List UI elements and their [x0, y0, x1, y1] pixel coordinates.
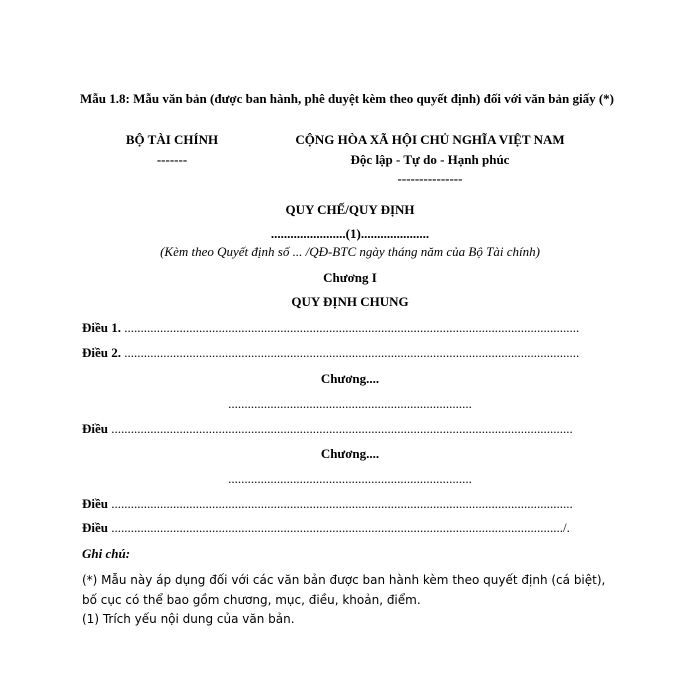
chapter-2-article-label: Điều [82, 421, 108, 436]
national-motto: Độc lập - Tự do - Hạnh phúc [350, 152, 510, 167]
document-type-title: QUY CHẾ/QUY ĐỊNH [285, 202, 415, 217]
chapter-3-name-dots: ........................................................................... [228, 471, 472, 486]
chapter-2-article-line [82, 421, 573, 437]
chapter-3-article-b-line [82, 520, 570, 536]
article-2-label: Điều 2. [82, 345, 121, 360]
motto-dash: --------------- [397, 171, 463, 186]
notes-title: Ghi chú: [82, 546, 131, 561]
article-1-dots: ............................................................................................................................................ [121, 320, 580, 335]
chapter-3-article-b-label: Điều [82, 520, 108, 535]
ministry-name: BỘ TÀI CHÍNH [125, 132, 219, 147]
chapter-3-article-a-line [82, 496, 573, 512]
ministry-dash: ------- [156, 152, 188, 167]
note-star: (*) Mẫu này áp dụng đối với các văn bản được ban hành kèm theo quyết định (cá biệt), bố cục có thể bao gồm chương, mục, điều, khoản, điểm. [82, 573, 606, 607]
chapter-3-label: Chương.... [320, 446, 380, 461]
summary-line: .......................(1)..................... [270, 226, 430, 241]
chapter-1-name: QUY ĐỊNH CHUNG [291, 294, 409, 309]
form-title: Mẫu 1.8: Mẫu văn bản (được ban hành, phê duyệt kèm theo quyết định) đối với văn bản giấy (*) [80, 91, 614, 106]
article-2-line [82, 345, 579, 361]
chapter-3-article-a-label: Điều [82, 496, 108, 511]
chapter-2-article-dots: .............................................................................................................................................. [108, 421, 573, 436]
chapter-2-label: Chương.... [320, 371, 380, 386]
article-2-dots: ............................................................................................................................................ [121, 345, 580, 360]
chapter-1-label: Chương I [323, 270, 377, 285]
chapter-3-article-b-dots: .........................................................................................................................................../. [108, 520, 570, 535]
note-1: (1) Trích yếu nội dung của văn bản. [82, 612, 295, 626]
attached-decision-note: (Kèm theo Quyết định số ... /QĐ-BTC ngày tháng năm của Bộ Tài chính) [160, 244, 540, 259]
article-1-line [82, 320, 579, 336]
chapter-2-name-dots: ........................................................................... [228, 396, 472, 411]
chapter-3-article-a-dots: .............................................................................................................................................. [108, 496, 573, 511]
article-1-label: Điều 1. [82, 320, 121, 335]
national-name: CỘNG HÒA XÃ HỘI CHỦ NGHĨA VIỆT NAM [295, 132, 565, 147]
